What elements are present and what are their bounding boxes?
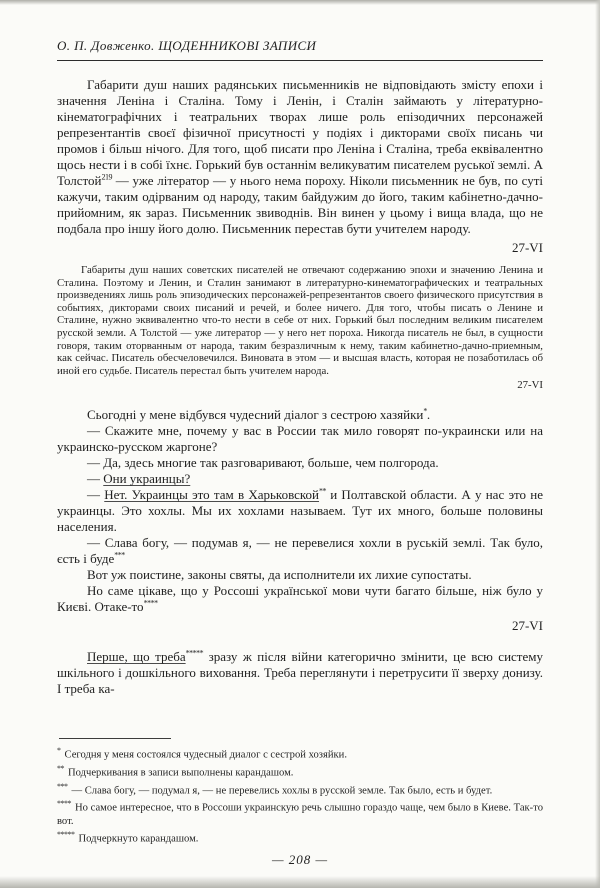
entry2-underlined-answer: Нет. Украинцы это там в Харьковской — [104, 487, 320, 503]
footnote-2-marker: ** — [57, 763, 64, 773]
footnote-ref-4: **** — [143, 599, 158, 609]
entry1-date: 27-VI — [511, 240, 543, 255]
entry2-underlined-question: Они украинцы? — [103, 471, 191, 487]
entry1-paragraph-uk — [57, 77, 543, 237]
footnote-1-marker: * — [57, 746, 61, 756]
footnote-1-text: Сегодня у меня состоялся чудесный диалог с сестрой хозяйки. — [64, 749, 347, 761]
entry2-intro-tail: . — [426, 407, 431, 423]
footnote-item-5 — [57, 828, 543, 846]
entry2-reflection-text: — Слава богу, — подумав я, — не перевелися хохли в руській землі. Так було, єсть і буде — [57, 535, 543, 567]
footnote-item-3 — [57, 780, 543, 798]
footnote-5-text: Подчеркнуто карандашом. — [78, 833, 199, 845]
dialog-dash: — — [87, 487, 105, 503]
footnote-4-marker: **** — [57, 799, 71, 809]
entry2-dialog-answer-2 — [57, 487, 543, 535]
footnote-4-text: Но самое интересное, что в Россоши украинскую речь слышно гораздо чаще, чем было в Киеве. Так-то вот. — [57, 802, 543, 828]
footnote-separator-rule — [59, 738, 171, 739]
dialog-dash: — — [87, 471, 104, 487]
footnote-item-1 — [57, 744, 543, 762]
footnotes-section — [57, 738, 543, 846]
entry3-underlined-start: Перше, що треба — [87, 649, 186, 665]
footnote-2-text: Подчеркивания в записи выполнены карандашом. — [68, 767, 294, 779]
entry2-intro-text: Сьогодні у мене відбувся чудесний діалог з сестрою хазяйки — [87, 407, 424, 423]
entry2-dialog-question-1: — Скажите мне, почему у вас в России так мило говорят по-украински или на украинско-русском жаргоне? — [57, 423, 543, 455]
footnote-ref-2: ** — [319, 487, 327, 497]
entry2-date: 27-VI — [511, 618, 543, 634]
entry1-text: Габарити душ наших радянських письменників не відповідають змісту епохи і значення Леніна і Сталіна. Тому і Ленін, і Сталін займають у літературно-кінематографічних і театральних творах лише роль епізодичних персонажей репрезентантів своєї фізичної присутності у подіях і дикторами своїх писань чи промов і більш нічого. Для того, щоб писати про Леніна і Сталіна, треба еквівалентно щось нести і в собі їхнє. Горький був останнім великуватим писателем руської землі. А Толстой — [57, 77, 543, 188]
footnote-5-marker: ***** — [57, 830, 75, 840]
running-header: О. П. Довженко. ЩОДЕННИКОВІ ЗАПИСИ — [57, 38, 317, 53]
page-number: — 208 — — [271, 852, 329, 867]
entry2-dialog-question-2 — [57, 471, 543, 487]
footnote-item-2 — [57, 762, 543, 780]
header-rule — [57, 60, 543, 61]
entry3-paragraph — [57, 649, 543, 697]
footnote-item-4 — [57, 797, 543, 828]
entry1-ru-date: 27-VI — [517, 379, 543, 392]
footnote-3-text: — Слава богу, — подумал я, — не перевелись хохлы в русской земле. Так было, есть и будет. — [71, 785, 493, 797]
footnote-ref-3: *** — [114, 551, 125, 561]
entry2-intro — [57, 407, 543, 423]
entry2-answer-rest: и Полтавской области. А у нас это не украинцы. Это хохлы. Мы их хохлами называем. Тут их много, больше половины населения. — [57, 487, 543, 535]
entry2-remark — [57, 583, 543, 615]
footnote-ref-1: * — [423, 407, 427, 417]
entry1-text-continued: — уже літератор — у нього нема пороху. Ніколи письменник не був, по суті кажучи, таким одірваним од народу, таким байдужим до його, таким кабінетно-дачно-прийомним, як зараз. Письменник звиводнів. Він винен у цьому і вища влада, що не подбала про іншу його долю. Письменник перестав бути учителем народу. — [57, 173, 543, 236]
footnote-3-marker: *** — [57, 781, 68, 791]
entry2-aphorism: Вот уж поистине, законы святы, да исполнители их лихие супостаты. — [87, 567, 472, 583]
endnote-ref-219: 219 — [101, 172, 113, 182]
entry1-paragraph-ru: Габариты душ наших советских писателей не отвечают содержанию эпохи и значению Ленина и Сталина. Поэтому и Ленин, и Сталин занимают в литературно-кинематографических и театральных произведениях лишь роль эпизодических персонажей-репрезентантов своего физического присутствия в событиях, дикторами своих писаний и речей, и более ничего. Для того, чтобы писать о Ленине и Сталине, нужно эквивалентно что-то нести в себе от них. Горький был последним великим писателем русской земли. А Толстой — уже литератор — у него нет пороха. Никогда писатель не был, в сущности говоря, таким оторванным от народа, таким безразличным к нему, таким кабинетно-дачно-приемным, как сейчас. Писатель обесчеловечился. Виновата в этом — и высшая власть, которая не позаботилась об иной его судьбе. Писатель перестал быть учителем народа. — [57, 264, 543, 377]
footnote-ref-5: ***** — [185, 649, 204, 659]
entry2-remark-text: Но саме цікаве, що у Россоші української мови чути багато більше, ніж було у Києві. Отаке-то — [57, 583, 543, 615]
entry3-text: зразу ж після війни категорично змінити, це всю систему шкільного і дошкільного виховання. Треба переглянути і перетрусити її зверху донизу. І треба ка- — [57, 649, 543, 697]
entry2-dialog-answer-1: — Да, здесь многие так разговаривают, больше, чем полгорода. — [87, 455, 439, 471]
entry2-reflection — [57, 535, 543, 567]
scan-edge-bottom — [0, 876, 600, 888]
